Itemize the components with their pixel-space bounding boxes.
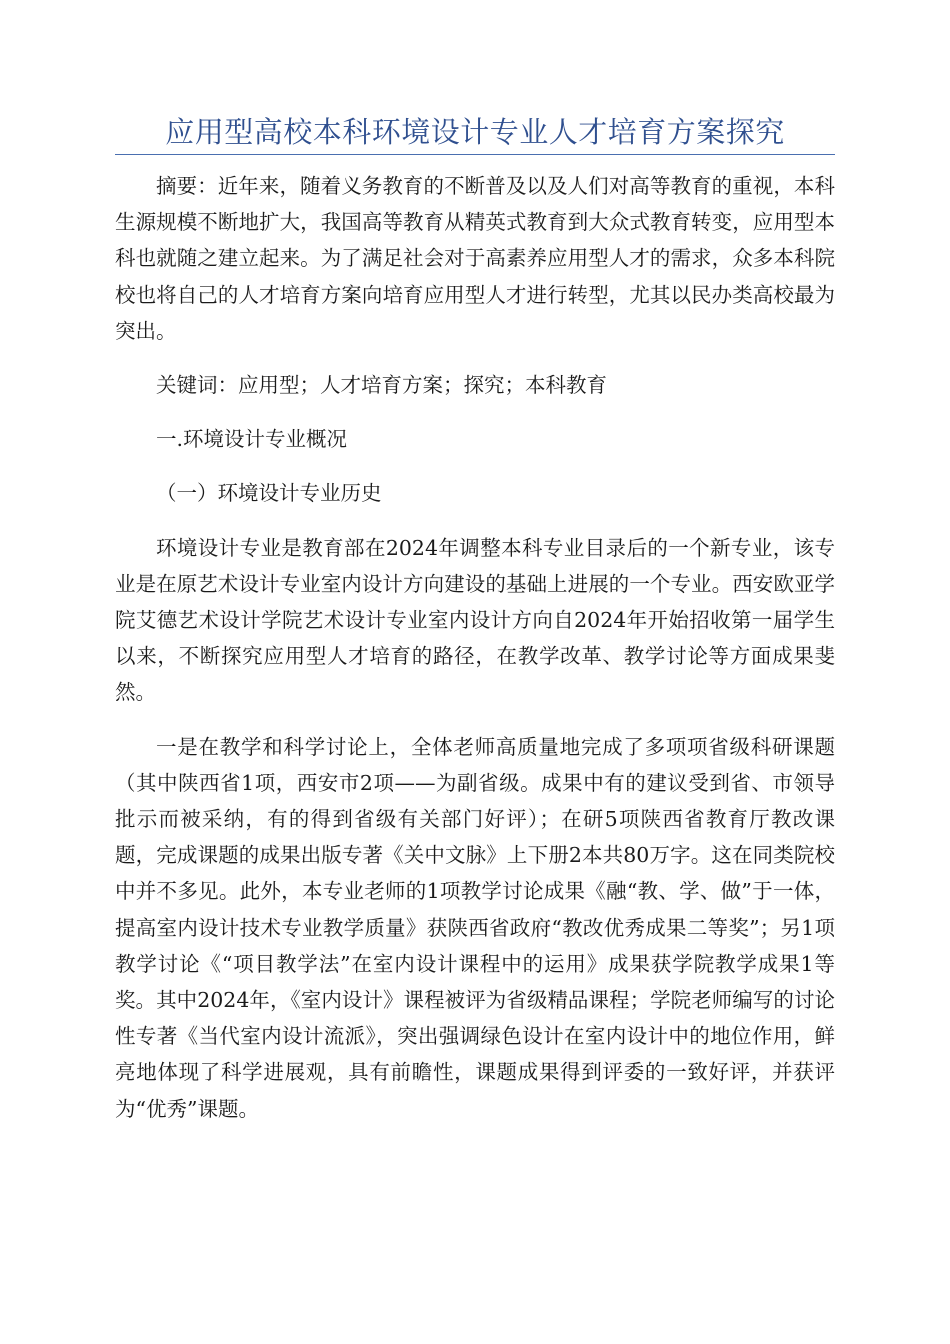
title-underline [115,154,835,155]
section-heading: 一.环境设计专业概况 [156,427,348,452]
keywords-line: 关键词：应用型；人才培育方案；探究；本科教育 [156,373,607,398]
abstract-paragraph: 摘要：近年来，随着义务教育的不断普及以及人们对高等教育的重视，本科生源规模不断地扩大，我国高等教育从精英式教育到大众式教育转变，应用型本科也就随之建立起来。为了满足社会对于高素养应用型人才的需求，众多本科院校也将自己的人才培育方案向培育应用型人才进行转型，尤其以民办类高校最为突出。 [115,174,835,343]
document-body [115,168,835,1145]
subsection-heading: （一）环境设计专业历史 [156,481,382,506]
body-paragraph-2: 一是在教学和科学讨论上，全体老师高质量地完成了多项项省级科研课题（其中陕西省1项，西安市2项——为副省级。成果中有的建议受到省、市领导批示而被采纳，有的得到省级有关部门好评）；在研5项陕西省教育厅教改课题，完成课题的成果出版专著《关中文脉》上下册2本共80万字。这在同类院校中并不多见。此外，本专业老师的1项教学讨论成果《融“教、学、做”于一体，提高室内设计技术专业教学质量》获陕西省政府“教改优秀成果二等奖”；另1项教学讨论《“项目教学法”在室内设计课程中的运用》成果获学院教学成果1等奖。其中2024年，《室内设计》课程被评为省级精品课程；学院老师编写的讨论性专著《当代室内设计流派》，突出强调绿色设计在室内设计中的地位作用，鲜亮地体现了科学进展观，具有前瞻性，课题成果得到评委的一致好评，并获评为“优秀”课题。 [115,734,835,1121]
body-paragraph-1: 环境设计专业是教育部在2024年调整本科专业目录后的一个新专业，该专业是在原艺术设计专业室内设计方向建设的基础上进展的一个专业。西安欧亚学院艾德艺术设计学院艺术设计专业室内设计方向自2024年开始招收第一届学生以来，不断探究应用型人才培育的路径，在教学改革、教学讨论等方面成果斐然。 [115,535,835,705]
document-title: 应用型高校本科环境设计专业人才培育方案探究 [165,115,785,149]
